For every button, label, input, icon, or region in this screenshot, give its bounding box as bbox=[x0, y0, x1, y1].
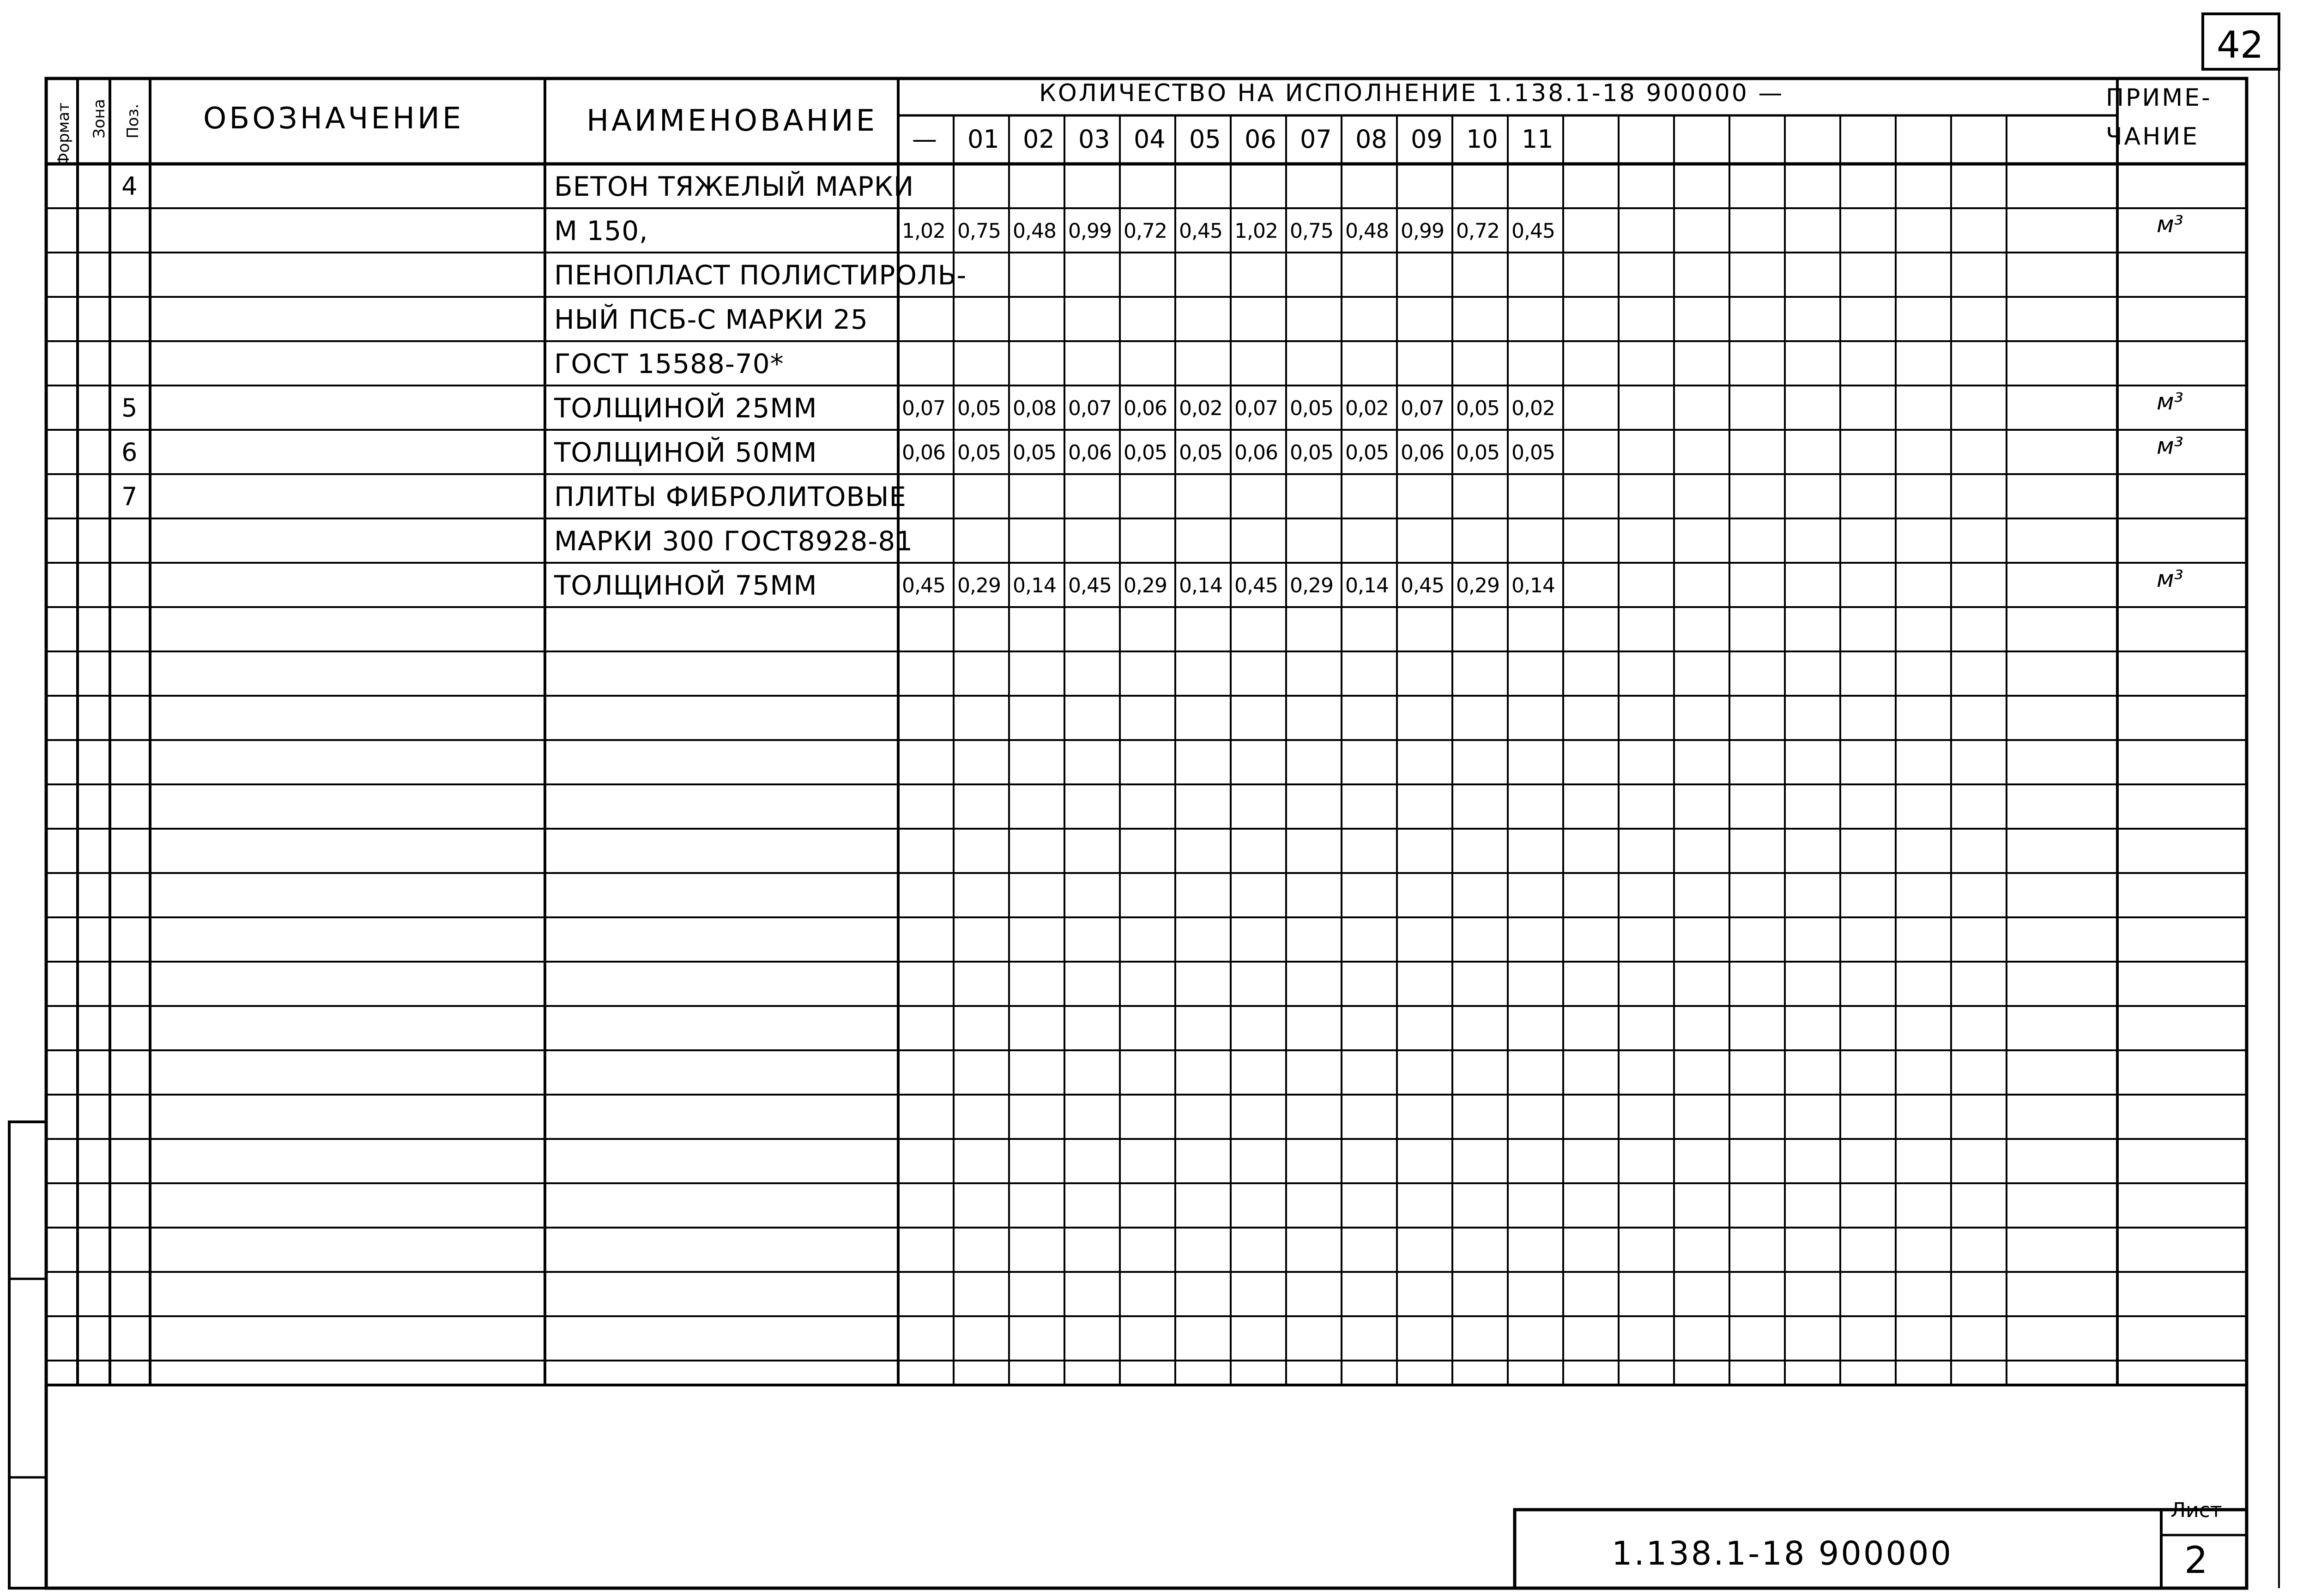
row-position: 5 bbox=[121, 393, 138, 422]
row-position: 6 bbox=[121, 438, 138, 467]
quantity-value: 0,05 bbox=[1345, 441, 1389, 464]
header-note-line2: ЧАНИЕ bbox=[2106, 123, 2200, 151]
sheet-label: Лист bbox=[2170, 1499, 2222, 1522]
quantity-value: 0,72 bbox=[1124, 219, 1167, 243]
quantity-value: 0,07 bbox=[1401, 397, 1444, 420]
variant-column-label: 01 bbox=[967, 125, 999, 154]
quantity-value: 0,48 bbox=[1013, 219, 1056, 243]
row-name: НЫЙ ПСБ-С МАРКИ 25 bbox=[554, 304, 868, 335]
quantity-value: 0,99 bbox=[1401, 219, 1444, 243]
quantity-value: 0,05 bbox=[1511, 441, 1555, 464]
header-designation: ОБОЗНАЧЕНИЕ bbox=[203, 102, 464, 136]
outer-frame bbox=[46, 78, 2247, 1588]
quantity-value: 0,05 bbox=[957, 441, 1001, 464]
quantity-value: 0,02 bbox=[1179, 397, 1222, 420]
row-name: М 150, bbox=[554, 215, 648, 247]
variant-column-label: 04 bbox=[1134, 125, 1166, 154]
quantity-value: 0,29 bbox=[1124, 574, 1167, 597]
quantity-value: 0,14 bbox=[1511, 574, 1555, 597]
row-unit: м³ bbox=[2157, 211, 2183, 238]
row-unit: м³ bbox=[2157, 433, 2183, 459]
quantity-value: 0,05 bbox=[1456, 397, 1499, 420]
row-name: ПЛИТЫ ФИБРОЛИТОВЫЕ bbox=[554, 481, 907, 512]
quantity-value: 0,99 bbox=[1068, 219, 1112, 243]
variant-column-label: 07 bbox=[1300, 125, 1332, 154]
quantity-value: 0,05 bbox=[1179, 441, 1222, 464]
quantity-value: 0,45 bbox=[902, 574, 945, 597]
variant-column-label: 10 bbox=[1466, 125, 1498, 154]
variant-column-label: 09 bbox=[1411, 125, 1443, 154]
quantity-value: 0,29 bbox=[1456, 574, 1499, 597]
row-name: ТОЛЩИНОЙ 50ММ bbox=[554, 437, 817, 468]
row-name: БЕТОН ТЯЖЕЛЫЙ МАРКИ bbox=[554, 171, 914, 202]
quantity-value: 0,72 bbox=[1456, 219, 1499, 243]
row-position: 4 bbox=[121, 172, 138, 201]
quantity-value: 0,75 bbox=[957, 219, 1001, 243]
sheet-number: 2 bbox=[2184, 1539, 2208, 1582]
header-name: НАИМЕНОВАНИЕ bbox=[586, 104, 878, 138]
document-number: 1.138.1-18 900000 bbox=[1612, 1535, 1953, 1572]
row-name: ТОЛЩИНОЙ 75ММ bbox=[554, 570, 817, 601]
quantity-value: 0,07 bbox=[1234, 397, 1278, 420]
row-name: МАРКИ 300 ГОСТ8928-81 bbox=[554, 525, 913, 557]
quantity-value: 0,07 bbox=[1068, 397, 1112, 420]
row-name: ТОЛЩИНОЙ 25ММ bbox=[554, 392, 817, 424]
variant-column-label: 03 bbox=[1078, 125, 1110, 154]
variant-column-label: 05 bbox=[1189, 125, 1221, 154]
quantity-value: 0,07 bbox=[902, 397, 945, 420]
quantity-value: 0,05 bbox=[1456, 441, 1499, 464]
header-quantity-title: КОЛИЧЕСТВО НА ИСПОЛНЕНИЕ 1.138.1-18 900000 — bbox=[1039, 79, 1784, 107]
quantity-value: 0,45 bbox=[1068, 574, 1112, 597]
quantity-value: 0,06 bbox=[1234, 441, 1278, 464]
variant-column-label: 02 bbox=[1023, 125, 1055, 154]
quantity-value: 0,05 bbox=[957, 397, 1001, 420]
page-number: 42 bbox=[2217, 24, 2264, 66]
quantity-value: 0,14 bbox=[1013, 574, 1056, 597]
quantity-value: 0,75 bbox=[1290, 219, 1333, 243]
header-zone: Зона bbox=[90, 99, 109, 139]
quantity-value: 0,06 bbox=[1068, 441, 1112, 464]
row-position: 7 bbox=[121, 482, 138, 511]
row-unit: м³ bbox=[2157, 566, 2183, 592]
quantity-value: 0,02 bbox=[1511, 397, 1555, 420]
quantity-value: 0,45 bbox=[1179, 219, 1222, 243]
header-note-line1: ПРИМЕ- bbox=[2106, 84, 2212, 112]
variant-column-label: 11 bbox=[1522, 125, 1553, 154]
quantity-value: 0,29 bbox=[957, 574, 1001, 597]
quantity-value: 0,06 bbox=[902, 441, 945, 464]
quantity-value: 0,02 bbox=[1345, 397, 1389, 420]
variant-column-label: — bbox=[912, 125, 937, 154]
header-pos: Поз. bbox=[124, 103, 142, 139]
quantity-value: 0,14 bbox=[1345, 574, 1389, 597]
quantity-value: 0,06 bbox=[1401, 441, 1444, 464]
quantity-value: 0,45 bbox=[1511, 219, 1555, 243]
quantity-value: 0,45 bbox=[1401, 574, 1444, 597]
header-format: Формат bbox=[54, 102, 73, 166]
quantity-value: 0,45 bbox=[1234, 574, 1278, 597]
variant-column-label: 08 bbox=[1355, 125, 1387, 154]
row-name: ПЕНОПЛАСТ ПОЛИСТИРОЛЬ- bbox=[554, 259, 967, 291]
quantity-value: 0,14 bbox=[1179, 574, 1222, 597]
quantity-value: 0,48 bbox=[1345, 219, 1389, 243]
quantity-value: 0,05 bbox=[1013, 441, 1056, 464]
variant-column-label: 06 bbox=[1245, 125, 1276, 154]
quantity-value: 1,02 bbox=[1234, 219, 1278, 243]
row-name: ГОСТ 15588-70* bbox=[554, 348, 784, 379]
quantity-value: 0,05 bbox=[1124, 441, 1167, 464]
quantity-value: 0,05 bbox=[1290, 397, 1333, 420]
quantity-value: 0,08 bbox=[1013, 397, 1056, 420]
quantity-value: 0,06 bbox=[1124, 397, 1167, 420]
row-unit: м³ bbox=[2157, 388, 2183, 415]
binding-strip bbox=[9, 1122, 46, 1588]
quantity-value: 0,29 bbox=[1290, 574, 1333, 597]
quantity-value: 1,02 bbox=[902, 219, 945, 243]
quantity-value: 0,05 bbox=[1290, 441, 1333, 464]
